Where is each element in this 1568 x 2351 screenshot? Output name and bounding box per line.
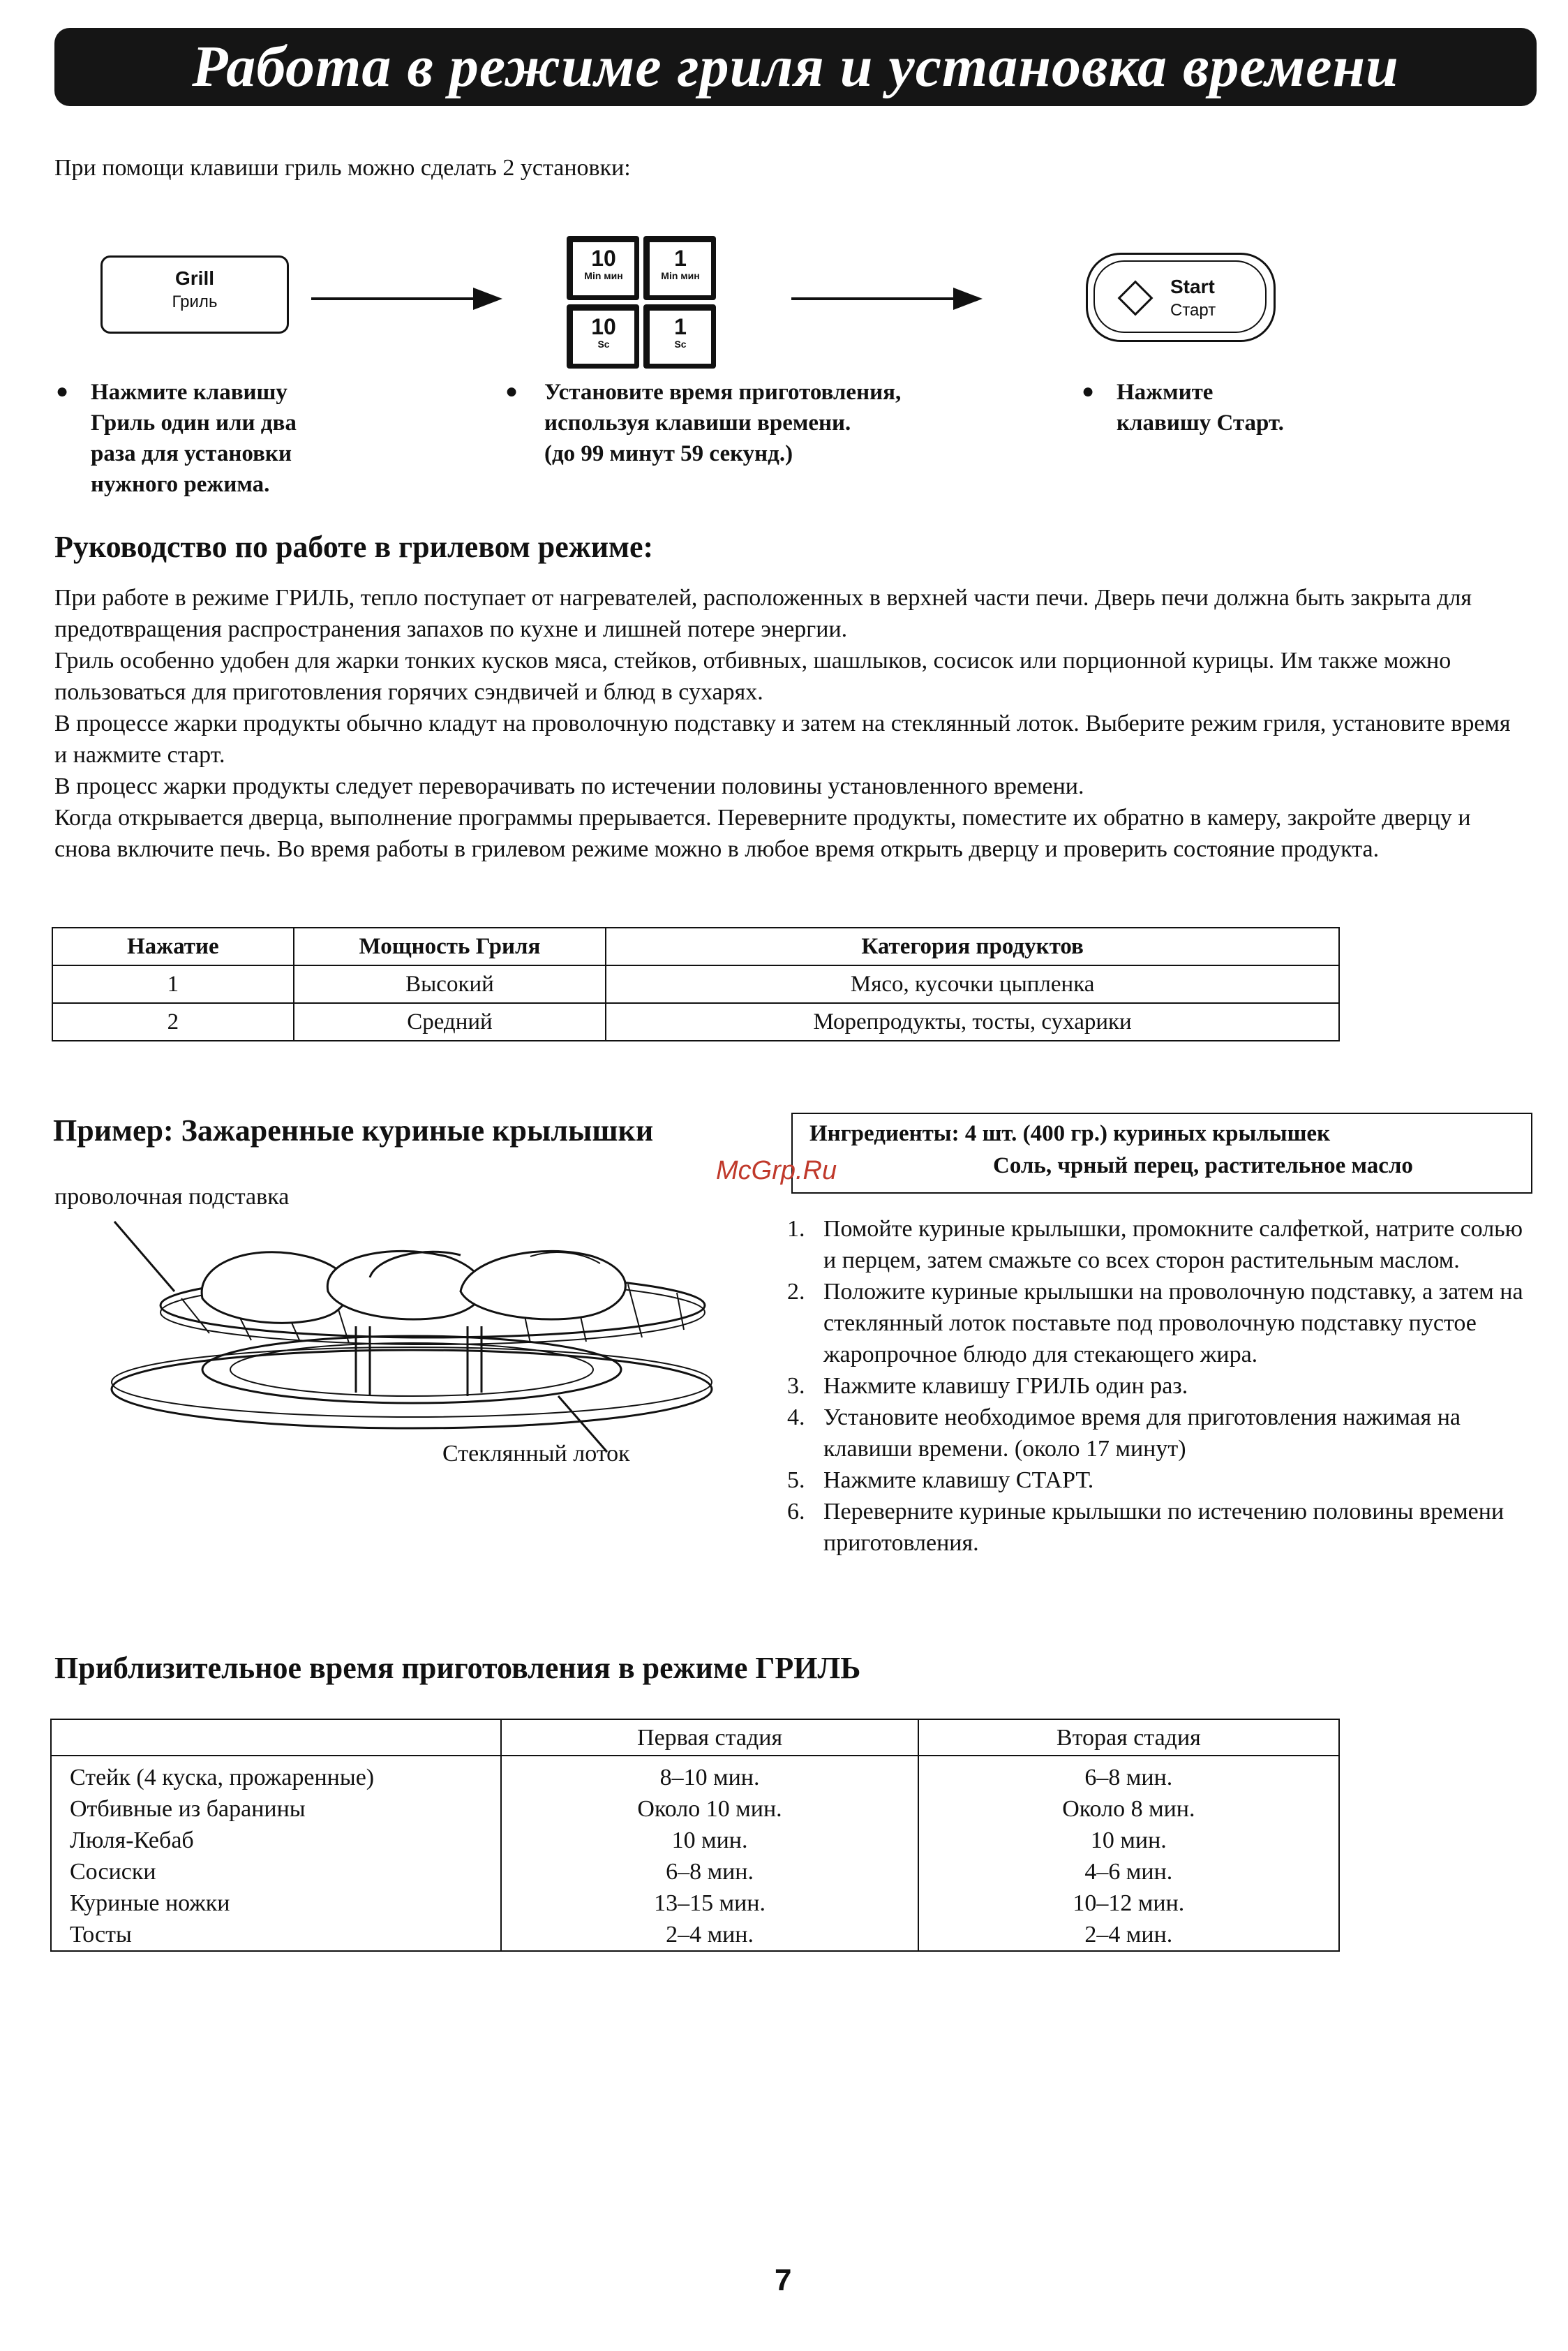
time-key-unit: Min мин	[584, 270, 623, 281]
list-text: Положите куриные крылышки на проволочную подставку, а затем на стеклянный лоток поставьте под проволочную подставку пустое жаропрочное блюдо для стекающего жира.	[823, 1279, 1523, 1367]
table-cell: Средний	[294, 1003, 606, 1041]
guide-heading: Руководство по работе в грилевом режиме:	[54, 530, 654, 564]
table-cell: 10 мин.	[918, 1825, 1339, 1856]
time-key-unit: Min мин	[661, 270, 700, 281]
bullet-icon: ●	[1082, 380, 1095, 403]
header-cell: Категория продуктов	[606, 928, 1339, 965]
table-row	[52, 965, 1339, 1003]
table-cell: 2	[52, 1003, 294, 1041]
table-cell: 6–8 мин.	[501, 1856, 918, 1888]
table-cell: Люля-Кебаб	[51, 1825, 501, 1856]
table-cell: 10–12 мин.	[918, 1888, 1339, 1919]
table-cell: Мясо, кусочки цыпленка	[606, 965, 1339, 1003]
list-item	[787, 1496, 1534, 1559]
list-number: 3.	[787, 1373, 805, 1399]
time-key-1sec	[643, 304, 716, 369]
table-header-row	[51, 1719, 1339, 1756]
list-item	[787, 1370, 1534, 1402]
cooking-time-table	[50, 1719, 1340, 1952]
time-keys-illustration	[567, 236, 716, 369]
table-cell: Отбивные из баранины	[51, 1793, 501, 1825]
list-number: 5.	[787, 1467, 805, 1493]
time-key-10min	[567, 236, 639, 300]
ingredients-line: Соль, чрный перец, растительное масло	[993, 1153, 1413, 1178]
header-cell: Первая стадия	[501, 1719, 918, 1756]
start-diamond-icon	[1118, 281, 1153, 316]
start-key-label-en: Start	[1170, 276, 1215, 297]
grill-power-table	[52, 927, 1340, 1041]
header-cell: Мощность Гриля	[294, 928, 606, 965]
watermark: McGrp.Ru	[716, 1156, 837, 1185]
table-row	[51, 1856, 1339, 1888]
time-key-number: 1	[674, 246, 687, 271]
header-cell	[51, 1719, 501, 1756]
table-cell: 1	[52, 965, 294, 1003]
list-item	[787, 1464, 1534, 1496]
table-cell: 4–6 мин.	[918, 1856, 1339, 1888]
bullet-icon: ●	[505, 380, 518, 403]
ingredients-box	[791, 1113, 1532, 1194]
list-number: 6.	[787, 1499, 805, 1525]
step-grill: Нажмите клавишу Гриль один или два раза для установки нужного режима.	[91, 380, 297, 497]
page-number: 7	[775, 2263, 792, 2297]
table-row	[51, 1825, 1339, 1856]
list-text: Нажмите клавишу ГРИЛЬ один раз.	[823, 1373, 1188, 1399]
table-cell: Стейк (4 куска, прожаренные)	[51, 1756, 501, 1793]
table-header-row	[52, 928, 1339, 965]
grill-key-label-en: Grill	[174, 267, 214, 289]
guide-paragraph: В процесс жарки продукты следует переворачивать по истечении половины установленного времени.	[54, 773, 1084, 799]
time-key-1min	[643, 236, 716, 300]
table-row	[51, 1756, 1339, 1793]
list-item	[787, 1213, 1534, 1276]
arrow-right-icon	[311, 297, 497, 300]
table-cell: 10 мин.	[501, 1825, 918, 1856]
table-cell: 2–4 мин.	[918, 1919, 1339, 1951]
table-cell: 13–15 мин.	[501, 1888, 918, 1919]
guide-paragraph: Когда открывается дверца, выполнение программы прерывается. Переверните продукты, поместите их обратно в камеру, закройте дверцу и снова включите печь. Во время работы в грилевом режиме можно в любое время открыть дверцу и проверить состояние продукта.	[54, 805, 1471, 862]
table-cell: 6–8 мин.	[918, 1756, 1339, 1793]
time-key-number: 10	[591, 314, 616, 339]
intro-text: При помощи клавиши гриль можно сделать 2 установки:	[54, 155, 631, 181]
ingredients-line: Ингредиенты: 4 шт. (400 гр.) куриных крылышек	[809, 1121, 1331, 1146]
table-cell: Сосиски	[51, 1856, 501, 1888]
guide-paragraph: В процессе жарки продукты обычно кладут на проволочную подставку и затем на стеклянный лоток. Выберите режим гриля, установите время и нажмите старт.	[54, 711, 1511, 768]
list-number: 4.	[787, 1404, 805, 1430]
time-key-number: 1	[674, 314, 687, 339]
table-cell: Морепродукты, тосты, сухарики	[606, 1003, 1339, 1041]
time-table-heading: Приблизительное время приготовления в режиме ГРИЛЬ	[54, 1651, 861, 1685]
arrow-right-icon	[791, 297, 977, 300]
list-item	[787, 1276, 1534, 1370]
list-text: Переверните куриные крылышки по истечению половины времени приготовления.	[823, 1499, 1504, 1556]
guide-paragraph: При работе в режиме ГРИЛЬ, тепло поступает от нагревателей, расположенных в верхней части печи. Дверь печи должна быть закрыта для предотвращения распространения запахов по кухне и лишней потере энергии.	[54, 585, 1472, 642]
table-row	[51, 1919, 1339, 1951]
bullet-icon: ●	[56, 380, 69, 403]
list-text: Нажмите клавишу СТАРТ.	[823, 1467, 1094, 1493]
start-key-label-ru: Старт	[1170, 301, 1216, 320]
example-heading: Пример: Зажаренные куриные крылышки	[53, 1113, 654, 1148]
table-row	[52, 1003, 1339, 1041]
header-cell: Нажатие	[52, 928, 294, 965]
list-number: 2.	[787, 1279, 805, 1305]
list-number: 1.	[787, 1216, 805, 1242]
table-row	[51, 1793, 1339, 1825]
grill-key-label-ru: Гриль	[172, 292, 218, 311]
step-time: Установите время приготовления, используя клавиши времени. (до 99 минут 59 секунд.)	[544, 380, 902, 466]
table-cell: Высокий	[294, 965, 606, 1003]
time-key-number: 10	[591, 246, 616, 271]
table-cell: Куриные ножки	[51, 1888, 501, 1919]
example-steps-list	[787, 1213, 1534, 1559]
start-key-illustration	[1086, 253, 1276, 342]
table-row	[51, 1888, 1339, 1919]
guide-paragraph: Гриль особенно удобен для жарки тонких кусков мяса, стейков, отбивных, шашлыков, сосисок или порционной курицы. Им также можно пользоваться для приготовления горячих сэндвичей и блюд в сухарях.	[54, 648, 1451, 705]
table-cell: Тосты	[51, 1919, 501, 1951]
guide-text	[54, 582, 1527, 865]
list-text: Помойте куриные крылышки, промокните салфеткой, натрите солью и перцем, затем смажьте со всех сторон растительным маслом.	[823, 1216, 1523, 1273]
table-cell: 8–10 мин.	[501, 1756, 918, 1793]
list-text: Установите необходимое время для приготовления нажимая на клавиши времени. (около 17 минут)	[823, 1404, 1461, 1462]
label-wire-rack: проволочная подставка	[54, 1184, 290, 1210]
table-cell: 2–4 мин.	[501, 1919, 918, 1951]
title-bar	[54, 28, 1537, 106]
table-cell: Около 8 мин.	[918, 1793, 1339, 1825]
list-item	[787, 1402, 1534, 1464]
header-cell: Вторая стадия	[918, 1719, 1339, 1756]
grill-key-illustration	[100, 255, 289, 334]
label-glass-tray: Стеклянный лоток	[442, 1441, 630, 1467]
time-key-unit: Sc	[597, 339, 610, 350]
grill-rack-illustration	[98, 1215, 726, 1452]
time-key-unit: Sc	[674, 339, 687, 350]
table-cell: Около 10 мин.	[501, 1793, 918, 1825]
time-key-10sec	[567, 304, 639, 369]
page-title: Работа в режиме гриля и установка времени	[192, 34, 1399, 99]
step-start: Нажмите клавишу Старт.	[1117, 380, 1284, 436]
